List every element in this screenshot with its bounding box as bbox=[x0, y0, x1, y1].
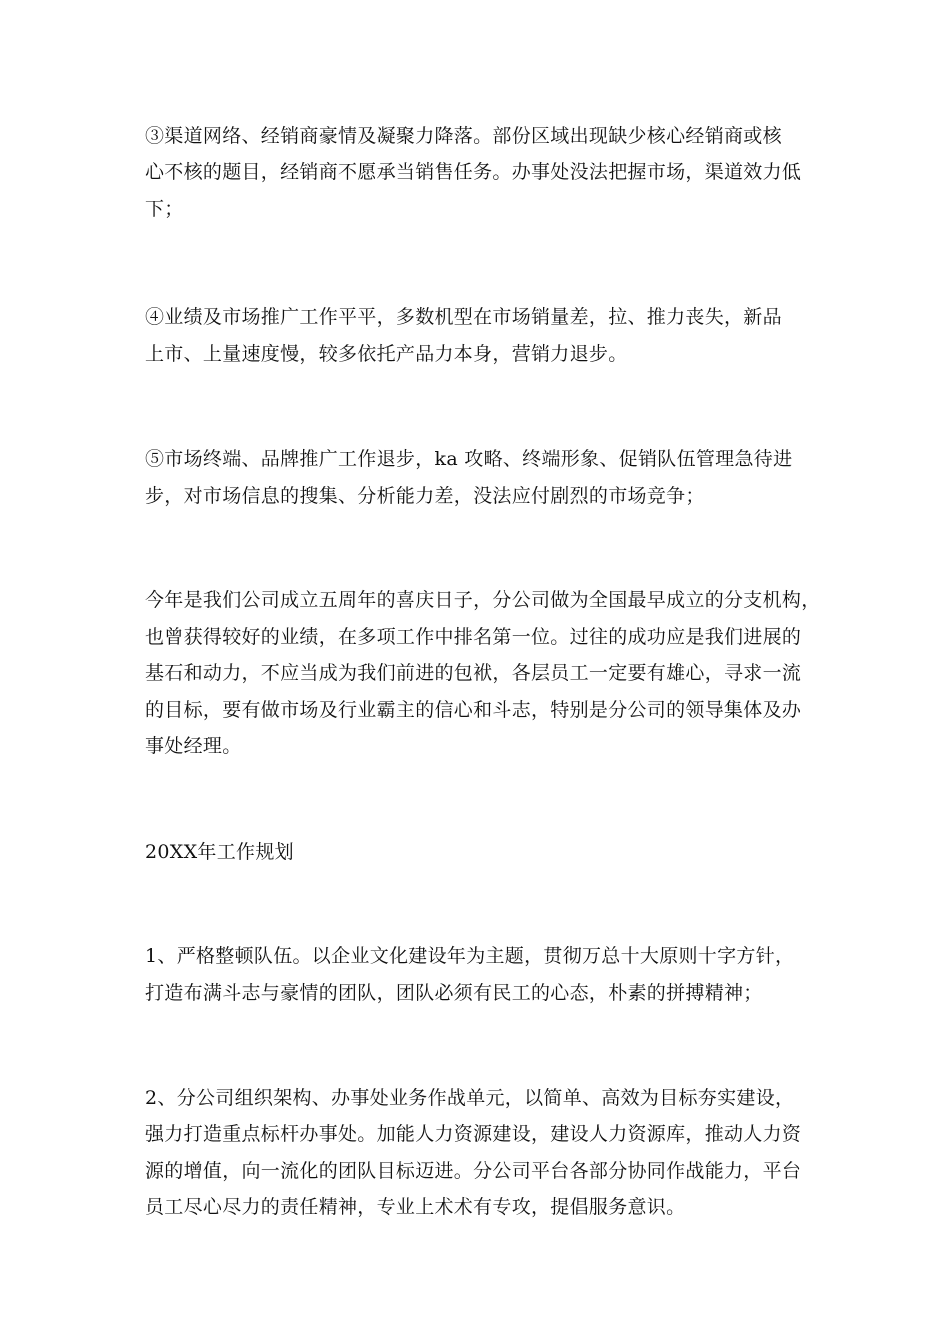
item-2-line-1: 2、分公司组织架构、办事处业务作战单元，以简单、高效为目标夯实建设， bbox=[145, 1087, 795, 1109]
paragraph-6-line-4: 的目标，要有做市场及行业霸主的信心和斗志，特别是分公司的领导集体及办 bbox=[145, 699, 802, 721]
section-heading: 20XX年工作规划 bbox=[145, 841, 294, 863]
paragraph-6-line-1: 今年是我们公司成立五周年的喜庆日子，分公司做为全国最早成立的分支机构， bbox=[145, 589, 821, 611]
paragraph-6-line-3: 基石和动力，不应当成为我们前进的包袱，各层员工一定要有雄心，寻求一流 bbox=[145, 662, 802, 684]
paragraph-4-line-1: ④业绩及市场推广工作平平，多数机型在市场销量差，拉、推力丧失，新品 bbox=[145, 306, 782, 328]
item-2-line-4: 员工尽心尽力的责任精神，专业上术术有专攻，提倡服务意识。 bbox=[145, 1196, 686, 1218]
paragraph-6-line-2: 也曾获得较好的业绩，在多项工作中排名第一位。过往的成功应是我们进展的 bbox=[145, 626, 802, 648]
paragraph-5-line-1: ⑤市场终端、品牌推广工作退步，ka 攻略、终端形象、促销队伍管理急待进 bbox=[145, 448, 793, 470]
paragraph-3-line-1: ③渠道网络、经销商豪情及凝聚力降落。部份区域出现缺少核心经销商或核 bbox=[145, 125, 782, 147]
item-2-line-3: 源的增值，向一流化的团队目标迈进。分公司平台各部分协同作战能力，平台 bbox=[145, 1160, 802, 1182]
paragraph-3-line-3: 下； bbox=[145, 198, 184, 220]
paragraph-3-line-2: 心不核的题目，经销商不愿承当销售任务。办事处没法把握市场，渠道效力低 bbox=[145, 161, 802, 183]
paragraph-5-line-2: 步，对市场信息的搜集、分析能力差，没法应付剧烈的市场竞争； bbox=[145, 485, 705, 507]
item-2-line-2: 强力打造重点标杆办事处。加能人力资源建设，建设人力资源库，推动人力资 bbox=[145, 1123, 802, 1145]
item-1-line-2: 打造布满斗志与豪情的团队，团队必须有民工的心态，朴素的拼搏精神； bbox=[145, 982, 763, 1004]
item-1-line-1: 1、严格整顿队伍。以企业文化建设年为主题，贯彻万总十大原则十字方针， bbox=[145, 945, 795, 967]
paragraph-6-line-5: 事处经理。 bbox=[145, 735, 242, 757]
paragraph-4-line-2: 上市、上量速度慢，较多依托产品力本身，营销力退步。 bbox=[145, 343, 628, 365]
